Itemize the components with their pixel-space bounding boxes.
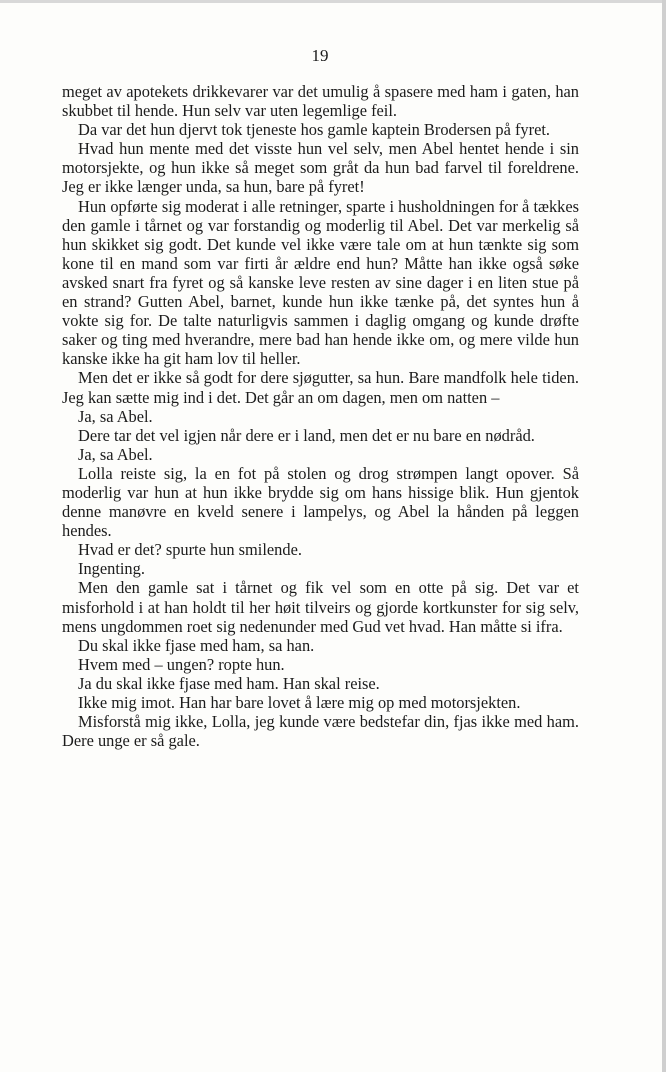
page-number: 19 — [311, 46, 329, 65]
paragraph: Hvad er det? spurte hun smilende. — [78, 540, 302, 560]
paragraph: meget av apotekets drikkevarer var det umulig å spasere med ham i gaten, han skubbet til hende. Hun selv var uten legemlige feil. — [62, 82, 579, 121]
paragraph: Ja du skal ikke fjase med ham. Han skal reise. — [78, 673, 380, 693]
paragraph: Men den gamle sat i tårnet og fik vel som en otte på sig. Det var et misforhold i at han holdt til her høit tilveirs og gjorde kortkunster for sig selv, mens ungdommen roet sig nedenunder med Gud vet hvad. Han måtte si ifra. — [62, 578, 579, 636]
paragraph: Ingenting. — [78, 559, 145, 579]
paragraph: Lolla reiste sig, la en fot på stolen og drog strømpen langt opover. Så moderlig var hun at hun ikke brydde sig om hans hissige blik. Hun gjentok denne manøvre en kveld senere i lampelys, og Abel la hånden på leggen hendes. — [62, 463, 579, 541]
paragraph: Ikke mig imot. Han har bare lovet å lære mig op med motorsjekten. — [78, 693, 521, 712]
paragraph: Hvem med – ungen? ropte hun. — [78, 654, 285, 674]
paragraph: Da var det hun djervt tok tjeneste hos gamle kaptein Brodersen på fyret. — [78, 120, 550, 140]
paragraph: Dere tar det vel igjen når dere er i land, men det er nu bare en nødråd. — [78, 425, 535, 445]
paragraph: Misforstå mig ikke, Lolla, jeg kunde være bedstefar din, fjas ikke med ham. Dere unge er så gale. — [62, 712, 579, 751]
paragraph: Hvad hun mente med det visste hun vel selv, men Abel hentet hende i sin motorsjekte, og hun ikke så meget som gråt da hun bad farvel til foreldrene. Jeg er ikke længer unda, sa hun, bare på fyret! — [62, 139, 579, 197]
paragraph: Du skal ikke fjase med ham, sa han. — [78, 635, 315, 655]
right-page-edge — [662, 0, 666, 1072]
paragraph: Ja, sa Abel. — [78, 406, 153, 426]
paragraph: Hun opførte sig moderat i alle retninger, sparte i husholdningen for å tækkes den gamle i tårnet og var forstandig og moderlig til Abel. Det var merkelig så hun skikket sig godt. Det kunde vel ikke være tale om at hun tænkte sig som kone til en mand som var firti år ældre end hun? Måtte han ikke også søke avsked snart fra fyret og så kanske leve resten av sine dager i en liten stue på en strand? Gutten Abel, barnet, kunde hun ikke tænke på, det syntes hun å vokte sig for. De talte naturligvis sammen i daglig omgang og kunde drøfte saker og ting med hverandre, mere bad han hende ikke om, og mere vilde hun kanske ikke ha git ham lov til heller. — [62, 196, 579, 369]
top-edge-rule — [0, 0, 666, 3]
body-text — [62, 82, 579, 750]
paragraph: Ja, sa Abel. — [78, 444, 153, 464]
paragraph: Men det er ikke så godt for dere sjøgutter, sa hun. Bare mandfolk hele tiden. Jeg kan sætte mig ind i det. Det går an om dagen, men om natten – — [62, 368, 579, 407]
